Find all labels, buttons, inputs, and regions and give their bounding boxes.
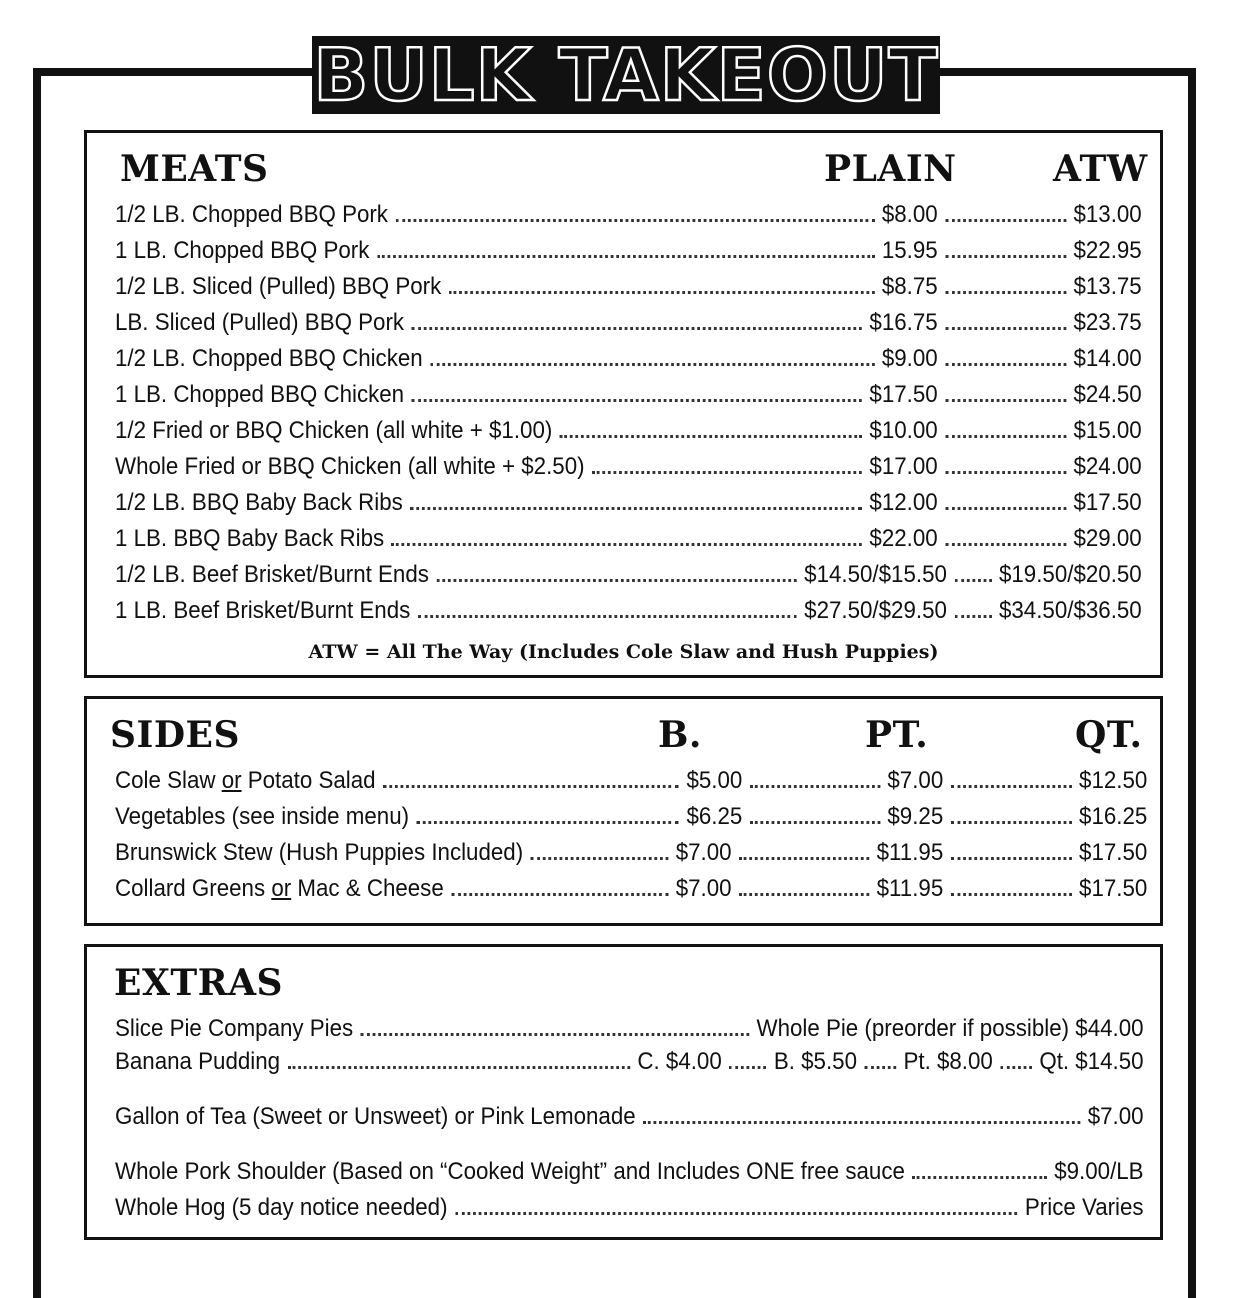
atw-price: $19.50/$20.50: [998, 561, 1142, 588]
dot-leader: [951, 857, 1072, 860]
plain-price: $22.00: [869, 525, 938, 552]
side-row: [115, 835, 1147, 871]
meat-row: [115, 269, 1142, 305]
qt-column-header: QT.: [1075, 714, 1143, 756]
item-price: $9.00/LB: [1054, 1158, 1144, 1185]
page-title: BULK TAKEOUT: [313, 33, 939, 117]
item-name: Whole Fried or BBQ Chicken (all white + $2.50): [115, 453, 585, 480]
item-name: Banana Pudding: [115, 1048, 281, 1075]
sides-section: [84, 696, 1163, 926]
title-banner: [312, 33, 940, 117]
dot-leader: [945, 471, 1066, 474]
dot-leader: [954, 579, 991, 582]
atw-price: $14.00: [1073, 345, 1142, 372]
item-name: 1 LB. Chopped BBQ Pork: [115, 237, 370, 264]
atw-price: $22.95: [1073, 237, 1142, 264]
dot-leader: [750, 785, 880, 788]
dot-leader: [418, 615, 797, 618]
dot-leader: [864, 1066, 896, 1069]
dot-leader: [430, 363, 874, 366]
dot-leader: [951, 893, 1072, 896]
dot-leader: [750, 821, 880, 824]
extra-row-tea: [115, 1099, 1144, 1135]
item-name: 1/2 LB. Beef Brisket/Burnt Ends: [115, 561, 429, 588]
item-price: Price Varies: [1024, 1194, 1144, 1221]
atw-price: $24.00: [1073, 453, 1142, 480]
item-name: Cole Slaw or Potato Salad: [115, 767, 376, 794]
plain-price: $9.00: [881, 345, 938, 372]
dot-leader: [945, 255, 1066, 258]
dot-leader: [945, 291, 1066, 294]
meat-row: [115, 593, 1142, 629]
dot-leader: [729, 1066, 766, 1069]
b-column-header: B.: [658, 714, 702, 756]
dot-leader: [951, 821, 1072, 824]
quart-price: $12.50: [1079, 767, 1148, 794]
extras-heading: EXTRAS: [114, 962, 284, 1004]
sides-heading: SIDES: [110, 714, 240, 756]
plain-price: $14.50/$15.50: [804, 561, 947, 588]
dot-leader: [383, 785, 679, 788]
dot-leader: [643, 1121, 1080, 1124]
meat-row: [115, 377, 1142, 413]
dot-leader: [451, 893, 668, 896]
item-name: 1 LB. Beef Brisket/Burnt Ends: [115, 597, 411, 624]
item-name: 1/2 LB. Chopped BBQ Pork: [115, 201, 388, 228]
item-name: 1/2 LB. BBQ Baby Back Ribs: [115, 489, 403, 516]
pint-price: $7.00: [887, 767, 944, 794]
item-name: Gallon of Tea (Sweet or Unsweet) or Pink Lemonade: [115, 1103, 636, 1130]
pint-price: $9.25: [887, 803, 944, 830]
cup-price: C. $4.00: [637, 1048, 722, 1075]
plain-price: $17.00: [869, 453, 938, 480]
dot-leader: [945, 327, 1066, 330]
pint-price: $11.95: [876, 839, 944, 866]
atw-price: $13.00: [1073, 201, 1142, 228]
plain-price: $12.00: [869, 489, 938, 516]
dot-leader: [560, 435, 862, 438]
plain-price: $10.00: [869, 417, 938, 444]
dot-leader: [361, 1033, 749, 1036]
dot-leader: [945, 507, 1066, 510]
item-price: $7.00: [1087, 1103, 1144, 1130]
bowl-price: $6.25: [686, 803, 743, 830]
plain-price: $27.50/$29.50: [804, 597, 947, 624]
pt-column-header: PT.: [865, 714, 929, 756]
dot-leader: [945, 543, 1066, 546]
dot-leader: [288, 1066, 630, 1069]
atw-price: $29.00: [1073, 525, 1142, 552]
dot-leader: [945, 435, 1066, 438]
dot-leader: [410, 507, 862, 510]
meat-row: [115, 557, 1142, 593]
plain-price: $8.00: [881, 201, 938, 228]
item-name: Whole Hog (5 day notice needed): [115, 1194, 448, 1221]
plain-price: $16.75: [869, 309, 938, 336]
atw-column-header: ATW: [1053, 148, 1148, 190]
dot-leader: [412, 399, 862, 402]
bowl-price: $7.00: [675, 875, 732, 902]
dot-leader: [739, 857, 869, 860]
extras-section: [84, 944, 1163, 1240]
dot-leader: [1000, 1066, 1032, 1069]
atw-note: ATW = All The Way (Includes Cole Slaw and Hush Puppies): [308, 641, 939, 663]
dot-leader: [912, 1176, 1046, 1179]
meat-row: [115, 413, 1142, 449]
side-row: [115, 799, 1147, 835]
bowl-price: B. $5.50: [773, 1048, 857, 1075]
dot-leader: [411, 327, 861, 330]
dot-leader: [417, 821, 680, 824]
dot-leader: [392, 543, 862, 546]
item-name: Whole Pork Shoulder (Based on “Cooked Weight” and Includes ONE free sauce: [115, 1158, 905, 1185]
item-name: 1 LB. BBQ Baby Back Ribs: [115, 525, 385, 552]
dot-leader: [945, 363, 1066, 366]
item-name: Collard Greens or Mac & Cheese: [115, 875, 444, 902]
meats-section: [84, 130, 1163, 678]
quart-price: $17.50: [1079, 839, 1148, 866]
meat-row: [115, 305, 1142, 341]
plain-price: $17.50: [869, 381, 938, 408]
item-name: Slice Pie Company Pies: [115, 1015, 354, 1042]
meat-row: [115, 197, 1142, 233]
dot-leader: [449, 291, 875, 294]
meat-row: [115, 485, 1142, 521]
meat-row: [115, 341, 1142, 377]
quart-price: $16.25: [1079, 803, 1148, 830]
atw-price: $13.75: [1073, 273, 1142, 300]
bowl-price: $7.00: [675, 839, 732, 866]
side-row: [115, 871, 1147, 907]
dot-leader: [592, 471, 862, 474]
dot-leader: [945, 219, 1066, 222]
plain-price: $8.75: [881, 273, 938, 300]
meat-row: [115, 521, 1142, 557]
dot-leader: [951, 785, 1072, 788]
item-name: LB. Sliced (Pulled) BBQ Pork: [115, 309, 405, 336]
dot-leader: [945, 399, 1066, 402]
item-name: Vegetables (see inside menu): [115, 803, 410, 830]
item-name: 1/2 Fried or BBQ Chicken (all white + $1.00): [115, 417, 553, 444]
atw-price: $15.00: [1073, 417, 1142, 444]
pint-price: $11.95: [876, 875, 944, 902]
extra-row-pudding: [115, 1044, 1144, 1080]
atw-price: $34.50/$36.50: [998, 597, 1142, 624]
item-price: Whole Pie (preorder if possible) $44.00: [756, 1015, 1144, 1042]
extra-row-pies: [115, 1011, 1144, 1047]
dot-leader: [455, 1212, 1018, 1215]
extra-row-hog: [115, 1190, 1144, 1226]
plain-price: 15.95: [881, 237, 938, 264]
item-name: 1 LB. Chopped BBQ Chicken: [115, 381, 405, 408]
dot-leader: [395, 219, 874, 222]
plain-column-header: PLAIN: [824, 148, 957, 190]
dot-leader: [531, 857, 669, 860]
extra-row-shoulder: [115, 1154, 1144, 1190]
bowl-price: $5.00: [686, 767, 743, 794]
item-name: 1/2 LB. Sliced (Pulled) BBQ Pork: [115, 273, 442, 300]
pint-price: Pt. $8.00: [903, 1048, 993, 1075]
atw-price: $24.50: [1073, 381, 1142, 408]
item-name: 1/2 LB. Chopped BBQ Chicken: [115, 345, 423, 372]
dot-leader: [436, 579, 796, 582]
dot-leader: [377, 255, 875, 258]
item-name: Brunswick Stew (Hush Puppies Included): [115, 839, 524, 866]
side-row: [115, 763, 1147, 799]
atw-price: $17.50: [1073, 489, 1142, 516]
atw-price: $23.75: [1073, 309, 1142, 336]
meat-row: [115, 449, 1142, 485]
dot-leader: [954, 615, 991, 618]
meat-row: [115, 233, 1142, 269]
meats-heading: MEATS: [120, 148, 269, 190]
quart-price: $17.50: [1079, 875, 1148, 902]
dot-leader: [739, 893, 869, 896]
quart-price: Qt. $14.50: [1039, 1048, 1144, 1075]
